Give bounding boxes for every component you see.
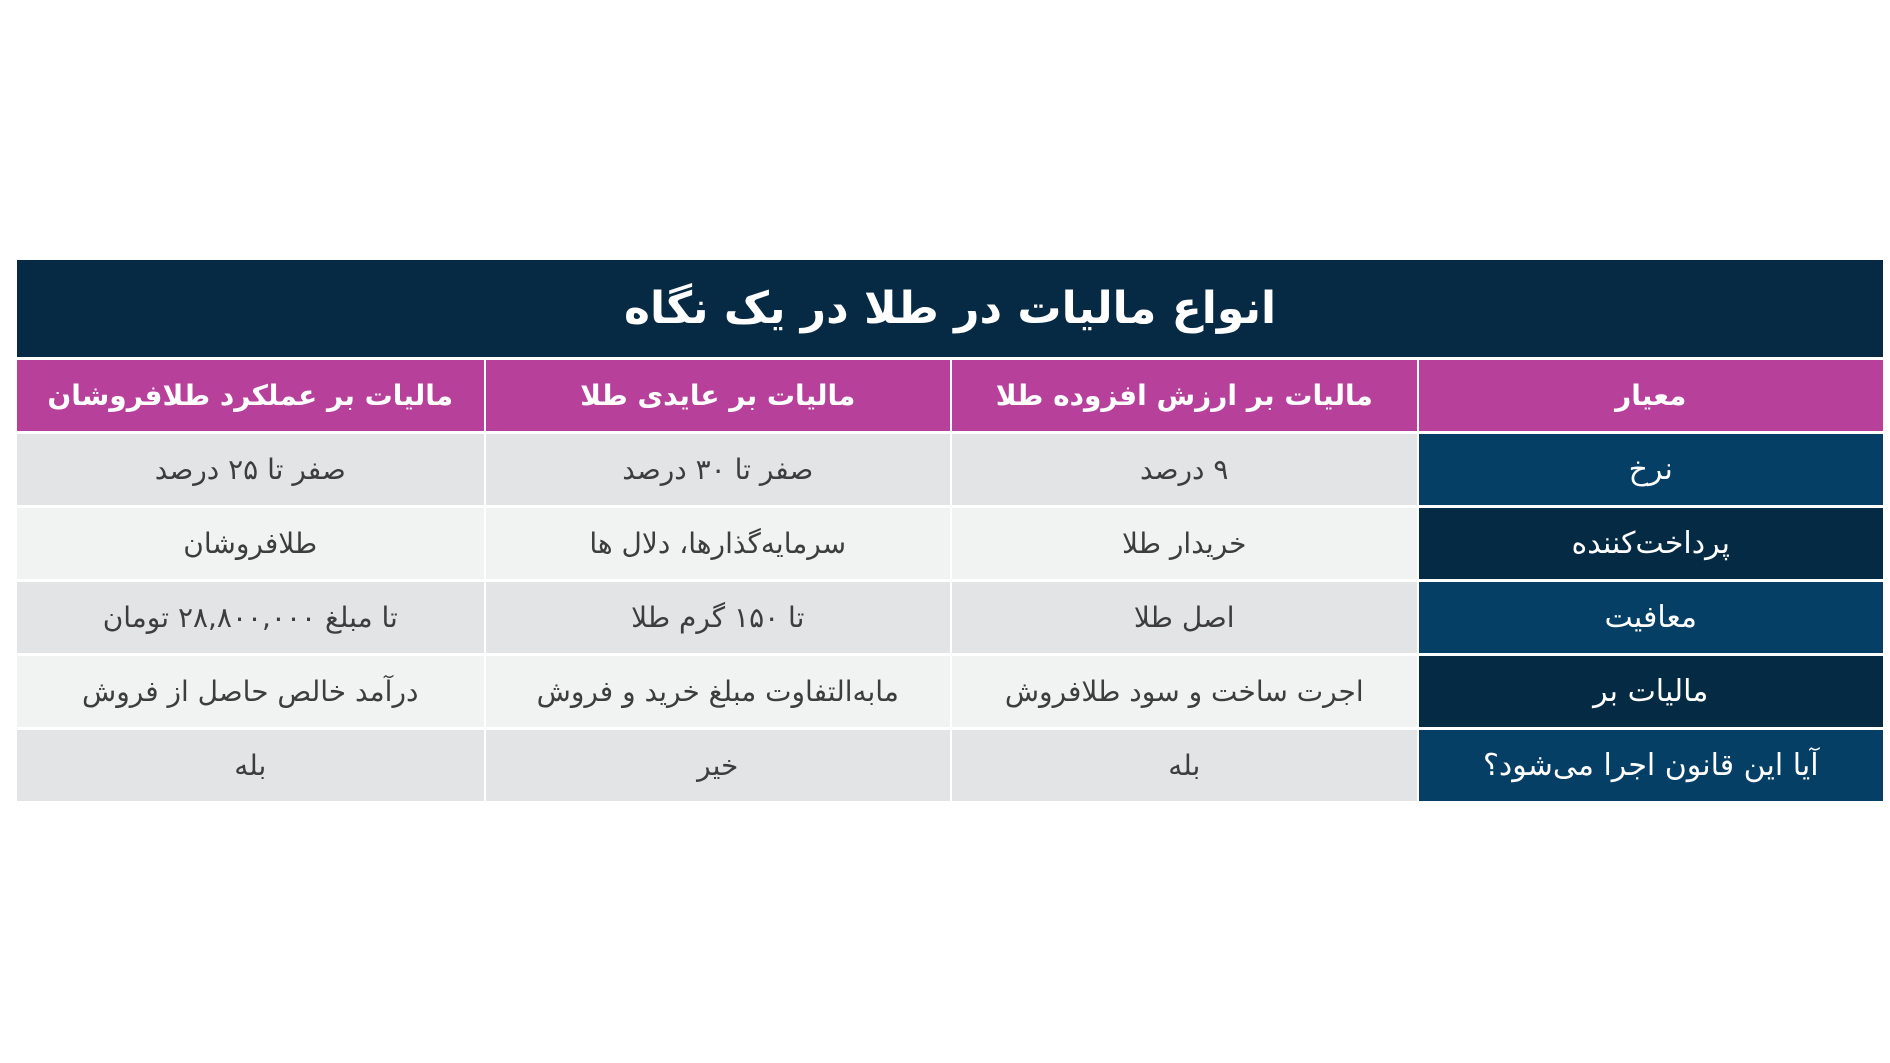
table-cell: خریدار طلا [950, 508, 1417, 582]
table-cell: طلافروشان [17, 508, 484, 582]
row-criteria-cell: نرخ [1417, 434, 1884, 508]
table-row [17, 508, 1883, 582]
table-cell: صفر تا ۲۵ درصد [17, 434, 484, 508]
comparison-grid [17, 360, 1883, 801]
row-criteria-cell: مالیات بر [1417, 656, 1884, 730]
row-criteria-cell: معافیت [1417, 582, 1884, 656]
row-criteria-cell: آیا این قانون اجرا می‌شود؟ [1417, 730, 1884, 801]
table-row [17, 582, 1883, 656]
table-cell: ۹ درصد [950, 434, 1417, 508]
header-row [17, 360, 1883, 434]
tax-comparison-table [17, 260, 1883, 801]
table-row [17, 656, 1883, 730]
table-cell: سرمایه‌گذارها، دلال ها [484, 508, 951, 582]
table-cell: بله [17, 730, 484, 801]
table-title: انواع مالیات در طلا در یک نگاه [17, 260, 1883, 357]
row-criteria-cell: پرداخت‌کننده [1417, 508, 1884, 582]
table-cell: اصل طلا [950, 582, 1417, 656]
table-cell: صفر تا ۳۰ درصد [484, 434, 951, 508]
table-cell: بله [950, 730, 1417, 801]
header-vat: مالیات بر ارزش افزوده طلا [950, 360, 1417, 434]
header-criteria: معیار [1417, 360, 1884, 434]
table-row [17, 434, 1883, 508]
table-cell: تا مبلغ ۲۸,۸۰۰,۰۰۰ تومان [17, 582, 484, 656]
header-sellers-income: مالیات بر عملکرد طلافروشان [17, 360, 484, 434]
table-cell: مابه‌التفاوت مبلغ خرید و فروش [484, 656, 951, 730]
table-cell: اجرت ساخت و سود طلافروش [950, 656, 1417, 730]
table-cell: درآمد خالص حاصل از فروش [17, 656, 484, 730]
header-capital-gains: مالیات بر عایدی طلا [484, 360, 951, 434]
table-cell: خیر [484, 730, 951, 801]
table-cell: تا ۱۵۰ گرم طلا [484, 582, 951, 656]
table-row [17, 730, 1883, 801]
